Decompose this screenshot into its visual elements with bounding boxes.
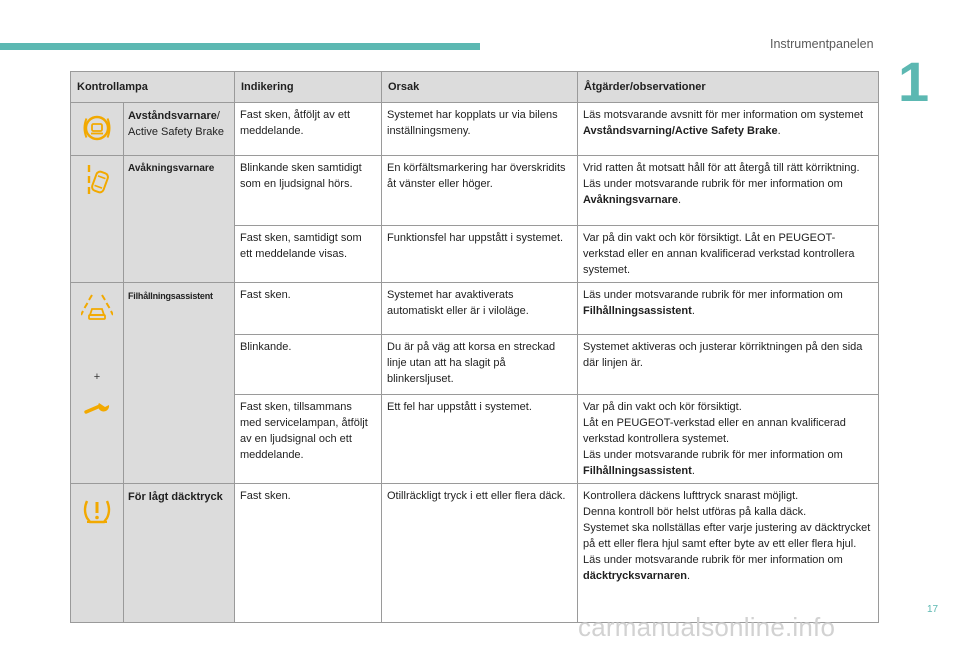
icon-cell (71, 283, 124, 484)
indication-cell: Fast sken. (235, 283, 382, 335)
icon-cell (71, 156, 124, 283)
watermark: carmanualsonline.info (578, 612, 836, 642)
chapter-number: 1 (898, 50, 930, 113)
action-cell: Var på din vakt och kör försiktigt. Låt en PEUGEOT-verkstad eller en annan kvalificerad verkstad kontrollera systemet. Läs under motsvarande rubrik för mer information om Filhållningsassistent. (578, 395, 879, 484)
cause-cell: Ett fel har uppstått i systemet. (382, 395, 578, 484)
action-cell: Kontrollera däckens lufttryck snarast möjligt. Denna kontroll bör helst utföras på kalla däck. Systemet ska nollställas efter varje justering av däcktrycket på ett eller flera hjul samt efter byte av ett eller flera hjul. Läs under motsvarande rubrik för mer information om däcktrycksvarnaren. (578, 484, 879, 623)
indication-cell: Blinkande sken samtidigt som en ljudsignal hörs. (235, 156, 382, 226)
cause-cell: Systemet har kopplats ur via bilens inställningsmeny. (382, 103, 578, 156)
icon-cell (71, 484, 124, 623)
lane-keeping-icon (81, 293, 113, 323)
header-atgarder: Åtgärder/observationer (578, 72, 879, 103)
table-row (71, 156, 879, 226)
action-cell: Läs motsvarande avsnitt för mer information om systemet Avståndsvarning/Active Safety Brake. (578, 103, 879, 156)
header-kontrollampa: Kontrollampa (71, 72, 235, 103)
indication-cell: Fast sken, åtföljt av ett meddelande. (235, 103, 382, 156)
cause-cell: En körfältsmarkering har överskridits åt vänster eller höger. (382, 156, 578, 226)
lamp-name: Avståndsvarnare/ Active Safety Brake (124, 103, 235, 156)
page-number: 17 (927, 604, 939, 615)
warning-lamp-table (70, 71, 879, 623)
header-orsak: Orsak (382, 72, 578, 103)
lamp-name: Avåkningsvarnare (124, 156, 235, 283)
action-cell: Systemet aktiveras och justerar körriktningen på den sida där linjen är. (578, 335, 879, 395)
cause-cell: Otillräckligt tryck i ett eller flera däck. (382, 484, 578, 623)
table-row (71, 484, 879, 623)
indication-cell: Blinkande. (235, 335, 382, 395)
lamp-name: För lågt däcktryck (124, 484, 235, 623)
cause-cell: Funktionsfel har uppstått i systemet. (382, 226, 578, 283)
action-cell: Var på din vakt och kör försiktigt. Låt en PEUGEOT-verkstad eller en annan kvalificerad verkstad kontrollera systemet. (578, 226, 879, 283)
indication-cell: Fast sken, samtidigt som ett meddelande visas. (235, 226, 382, 283)
table-header-row (71, 72, 879, 103)
accent-bar (0, 43, 480, 50)
distance-alert-icon (82, 113, 112, 143)
tyre-pressure-icon (81, 496, 113, 526)
action-cell: Vrid ratten åt motsatt håll för att återgå till rätt körriktning. Läs under motsvarande rubrik för mer information om Avåkningsvarnare. (578, 156, 879, 226)
indication-cell: Fast sken, tillsammans med servicelampan, åtföljt av en ljudsignal och ett meddelande. (235, 395, 382, 484)
wrench-icon (82, 399, 112, 417)
indication-cell: Fast sken. (235, 484, 382, 623)
table-row (71, 103, 879, 156)
lamp-name: Filhållningsassistent (124, 283, 235, 484)
section-title: Instrumentpanelen (770, 37, 874, 51)
cause-cell: Systemet har avaktiverats automatiskt eller är i viloläge. (382, 283, 578, 335)
action-cell: Läs under motsvarande rubrik för mer information om Filhållningsassistent. (578, 283, 879, 335)
lane-departure-icon (82, 162, 112, 202)
icon-cell (71, 103, 124, 156)
table-row (71, 283, 879, 335)
cause-cell: Du är på väg att korsa en streckad linje utan att ha slagit på blinkersljuset. (382, 335, 578, 395)
plus-sign: + (93, 371, 101, 383)
header-indikering: Indikering (235, 72, 382, 103)
